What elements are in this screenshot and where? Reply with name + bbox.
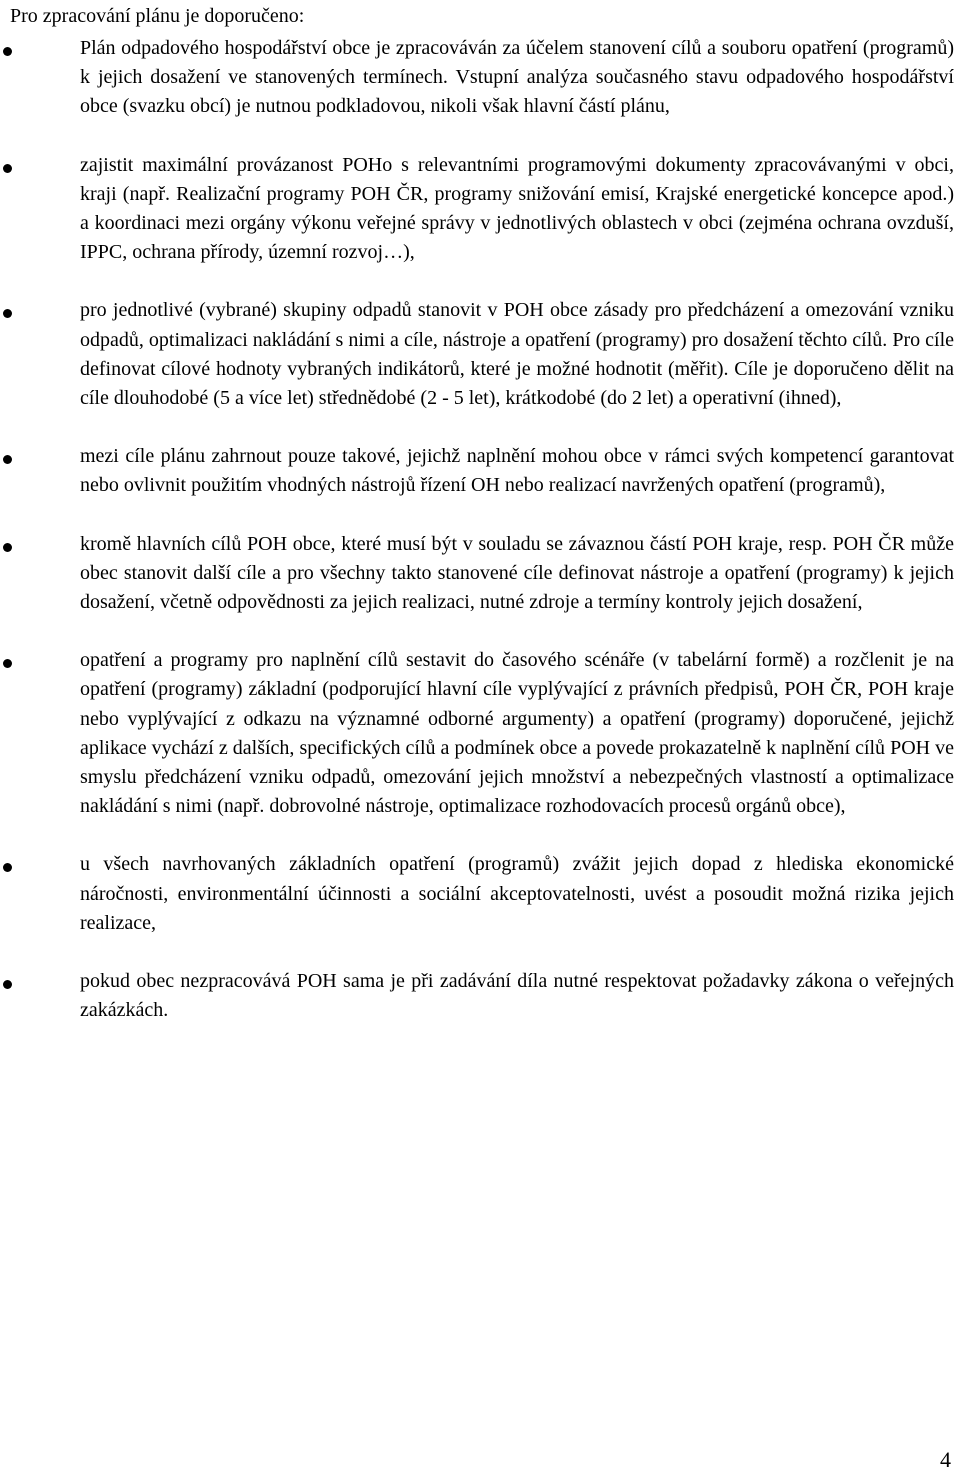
recommendation-list — [0, 34, 960, 1054]
bullet-icon — [3, 164, 12, 173]
list-item-text: pokud obec nezpracovává POH sama je při zadávání díla nutné respektovat požadavky zákona o veřejných zakázkách. — [80, 970, 954, 1022]
bullet-icon — [3, 863, 12, 872]
bullet-icon — [3, 980, 12, 989]
list-item — [0, 646, 960, 821]
bullet-icon — [3, 309, 12, 318]
bullet-icon — [3, 47, 12, 56]
list-item-text: mezi cíle plánu zahrnout pouze takové, jejichž naplnění mohou obce v rámci svých kompetencí garantovat nebo ovlivnit použitím vhodných nástrojů řízení OH nebo realizací navržených opatření (programů), — [80, 445, 954, 497]
list-item — [0, 850, 960, 938]
bullet-icon — [3, 543, 12, 552]
list-item-text: zajistit maximální provázanost POHo s relevantními programovými dokumenty zpracovávanými v obci, kraji (např. Realizační programy POH ČR, programy snižování emisí, Krajské energetické koncepce apod.) a koordinaci mezi orgány výkonu veřejné správy v jednotlivých oblastech v obci (zejména ochrana ovzduší, IPPC, ochrana přírody, územní rozvoj…), — [80, 153, 954, 264]
list-item — [0, 442, 960, 500]
list-item-text: Plán odpadového hospodářství obce je zpracováván za účelem stanovení cílů a souboru opatření (programů) k jejich dosažení ve stanovených termínech. Vstupní analýza současného stavu odpadového hospodářství obce (svazku obcí) je nutnou podkladovou, nikoli však hlavní částí plánu, — [80, 37, 954, 118]
list-item — [0, 151, 960, 268]
list-item — [0, 34, 960, 122]
intro-heading: Pro zpracování plánu je doporučeno: — [10, 5, 305, 27]
list-item — [0, 530, 960, 618]
bullet-icon — [3, 659, 12, 668]
bullet-icon — [3, 455, 12, 464]
list-item — [0, 967, 960, 1025]
list-item-text: pro jednotlivé (vybrané) skupiny odpadů stanovit v POH obce zásady pro předcházení a omezování vzniku odpadů, optimalizaci nakládání s nimi a cíle, nástroje a opatření (programy) pro dosažení těchto cílů. Pro cíle definovat cílové hodnoty vybraných indikátorů, které je možné hodnotit (měřit). Cíle je doporučeno dělit na cíle dlouhodobé (5 a více let) střednědobé (2 - 5 let), krátkodobé (do 2 let) a operativní (ihned), — [80, 299, 954, 410]
list-item-text: u všech navrhovaných základních opatření (programů) zvážit jejich dopad z hlediska ekonomické náročnosti, environmentální účinnosti a sociální akceptovatelnosti, uvést a posoudit možná rizika jejich realizace, — [80, 853, 954, 934]
list-item — [0, 296, 960, 413]
list-item-text: kromě hlavních cílů POH obce, které musí být v souladu se závaznou částí POH kraje, resp. POH ČR může obec stanovit další cíle a pro všechny takto stanovené cíle definovat nástroje a opatření (programy) k jejich dosažení, včetně odpovědnosti za jejich realizaci, nutné zdroje a termíny kontroly jejich dosažení, — [80, 532, 954, 614]
list-item-text: opatření a programy pro naplnění cílů sestavit do časového scénáře (v tabelární formě) a rozčlenit je na opatření (programy) základní (podporující hlavní cíle vyplývající z právních předpisů, POH ČR, POH kraje nebo vyplývající z odkazu na významné odborné argumenty) a opatření (programy) doporučené, jejichž aplikace vychází z dalších, specifických cílů a podmínek obce a povede prokazatelně k naplnění cílů POH ve smyslu předcházení vzniku odpadů, omezování jejich množství a nebezpečných vlastností a optimalizace nakládání s nimi (např. dobrovolné nástroje, optimalizace rozhodovacích procesů orgánů obce), — [80, 649, 954, 818]
page-number: 4 — [940, 1447, 951, 1472]
